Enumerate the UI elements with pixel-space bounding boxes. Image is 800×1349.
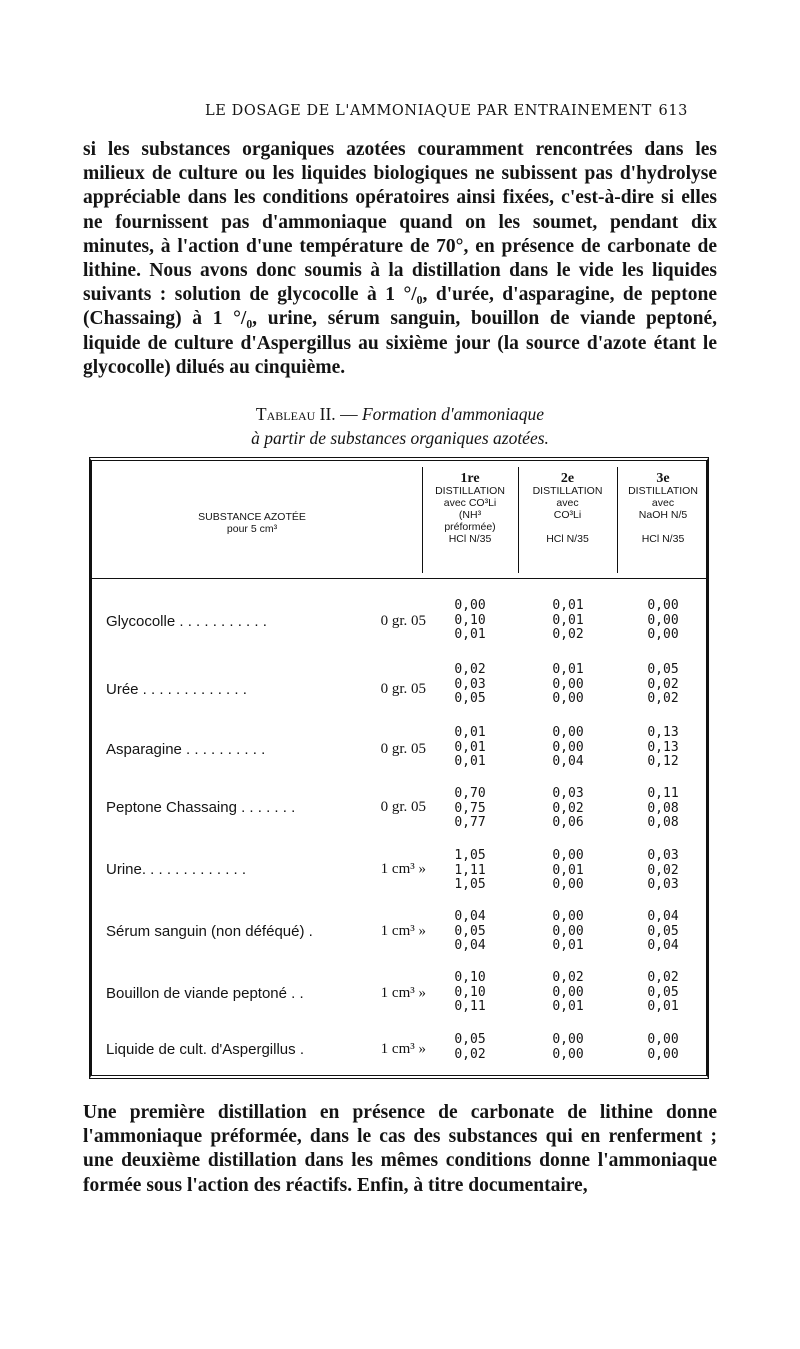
substance-quantity: 1 cm³ » bbox=[380, 861, 426, 877]
cell-value: 0,02 bbox=[647, 970, 679, 985]
substance-name: Liquide de cult. d'Aspergillus . bbox=[106, 1041, 304, 1058]
data-table bbox=[89, 457, 709, 1079]
substance-quantity: 1 cm³ » bbox=[380, 923, 426, 939]
cell-value: 0,08 bbox=[647, 800, 679, 816]
cell-value: 0,00 bbox=[647, 1046, 679, 1062]
cell-value: 0,04 bbox=[647, 938, 679, 954]
row-substance bbox=[106, 985, 426, 1002]
cell-value: 0,11 bbox=[647, 786, 679, 801]
header-spacer bbox=[617, 521, 709, 533]
substance-quantity: 0 gr. 05 bbox=[380, 613, 426, 629]
row-substance bbox=[106, 681, 426, 698]
table-caption bbox=[0, 402, 800, 450]
cell-value: 0,03 bbox=[454, 676, 486, 692]
header-line: HCl N/35 bbox=[448, 533, 492, 545]
header-line: (NH³ bbox=[458, 509, 482, 521]
cell-value: 0,10 bbox=[454, 612, 486, 628]
value-col3 bbox=[633, 849, 693, 893]
paragraph-top: si les substances organiques azotées couramment rencontrées dans les milieux de culture ou les liquides biologiques ne subissent pas d'hydrolyse appréciable dans les conditions opératoires ainsi fixées, c'est-à-dire si elles ne fournissent pas d'ammoniaque quand on les soumet, pendant dix minutes, à l'action d'une température de 70°, en présence de carbonate de lithine. Nous avons donc soumis à la distillation dans le vide les liquides suivants : solution de glycocolle à 1 °/₀, d'urée, d'asparagine, de peptone (Chassaing) à 1 °/₀, urine, sérum sanguin, bouillon de viande peptoné, liquide de culture d'Aspergillus au sixième jour (la source d'azote étant le glycocolle) dilués au cinquième. bbox=[83, 139, 717, 378]
cell-value: 0,02 bbox=[552, 627, 584, 643]
value-col1 bbox=[440, 599, 500, 643]
cell-value: 0,02 bbox=[647, 691, 679, 707]
header-line: avec bbox=[651, 497, 675, 509]
cell-value: 0,05 bbox=[454, 691, 486, 707]
cell-value: 0,00 bbox=[552, 1046, 584, 1062]
cell-value: 0,01 bbox=[552, 662, 584, 677]
cell-value: 0,12 bbox=[647, 754, 679, 770]
cell-value: 0,01 bbox=[552, 999, 584, 1015]
cell-value: 1,11 bbox=[454, 862, 486, 878]
cell-value: 0,00 bbox=[552, 909, 584, 924]
cell-value: 0,06 bbox=[552, 815, 584, 831]
cell-value: 1,05 bbox=[454, 877, 486, 893]
substance-name: Sérum sanguin (non déféqué) . bbox=[106, 923, 313, 940]
header-line: préformée) bbox=[444, 521, 496, 533]
substance-header-label: SUBSTANCE AZOTÉE bbox=[198, 511, 306, 523]
cell-value: 0,01 bbox=[454, 754, 486, 770]
cell-value: 0,02 bbox=[454, 1046, 486, 1062]
ordinal-label: 2e bbox=[560, 471, 575, 486]
cell-value: 0,03 bbox=[647, 877, 679, 893]
header-line: DISTILLATION bbox=[532, 485, 603, 497]
substance-name: Urine. . . . . . . . . . . . . bbox=[106, 861, 247, 878]
value-col3 bbox=[633, 910, 693, 954]
substance-name: Glycocolle . . . . . . . . . . . bbox=[106, 613, 267, 630]
value-col3 bbox=[633, 663, 693, 707]
cell-value: 0,04 bbox=[454, 909, 486, 924]
value-col1 bbox=[440, 663, 500, 707]
cell-value: 0,00 bbox=[552, 1032, 584, 1047]
cell-value: 0,05 bbox=[647, 662, 679, 677]
running-header bbox=[205, 103, 688, 125]
cell-value: 0,10 bbox=[454, 984, 486, 1000]
caption-line-1 bbox=[0, 402, 800, 426]
cell-value: 0,00 bbox=[647, 598, 679, 613]
cell-value: 0,00 bbox=[552, 739, 584, 755]
substance-quantity: 0 gr. 05 bbox=[380, 799, 426, 815]
value-col3 bbox=[633, 787, 693, 831]
substance-column-header bbox=[132, 511, 372, 535]
cell-value: 0,01 bbox=[454, 627, 486, 643]
cell-value: 0,03 bbox=[647, 848, 679, 863]
substance-name: Bouillon de viande peptoné . . bbox=[106, 985, 304, 1002]
header-rule bbox=[92, 578, 706, 579]
cell-value: 0,01 bbox=[552, 862, 584, 878]
row-substance bbox=[106, 741, 426, 758]
cell-value: 0,00 bbox=[552, 676, 584, 692]
header-line: CO³Li bbox=[553, 509, 582, 521]
cell-value: 0,13 bbox=[647, 739, 679, 755]
cell-value: 0,11 bbox=[454, 999, 486, 1015]
running-title: LE DOSAGE DE L'AMMONIAQUE PAR ENTRAINEMENT bbox=[205, 103, 652, 119]
cell-value: 0,05 bbox=[647, 984, 679, 1000]
value-col1 bbox=[440, 726, 500, 770]
paragraph-bottom: Une première distillation en présence de carbonate de lithine donne l'ammoniaque préformée, dans le cas des substances qui en renferment ; une deuxième distillation dans les mêmes conditions donne l'ammoniaque formée sous l'action des réactifs. Enfin, à titre documentaire, bbox=[83, 1102, 717, 1196]
cell-value: 0,01 bbox=[454, 725, 486, 740]
cell-value: 0,05 bbox=[454, 923, 486, 939]
value-col3 bbox=[633, 726, 693, 770]
cell-value: 0,10 bbox=[454, 970, 486, 985]
value-col3 bbox=[633, 971, 693, 1015]
header-line: avec bbox=[556, 497, 579, 509]
cell-value: 0,01 bbox=[552, 598, 584, 613]
header-line: avec CO³Li bbox=[443, 497, 497, 509]
value-col2 bbox=[538, 1033, 598, 1062]
row-substance bbox=[106, 1041, 426, 1058]
substance-quantity: 0 gr. 05 bbox=[380, 681, 426, 697]
cell-value: 0,01 bbox=[647, 999, 679, 1015]
substance-name: Peptone Chassaing . . . . . . . bbox=[106, 799, 296, 816]
ordinal-label: 3e bbox=[656, 471, 670, 486]
header-line: NaOH N/5 bbox=[638, 509, 688, 521]
cell-value: 0,01 bbox=[552, 938, 584, 954]
row-substance bbox=[106, 861, 426, 878]
value-col1 bbox=[440, 787, 500, 831]
value-col2 bbox=[538, 726, 598, 770]
cell-value: 0,02 bbox=[552, 970, 584, 985]
caption-title: Formation d'ammoniaque bbox=[361, 404, 545, 424]
cell-value: 0,04 bbox=[647, 909, 679, 924]
value-col2 bbox=[538, 663, 598, 707]
cell-value: 0,04 bbox=[454, 938, 486, 954]
cell-value: 0,13 bbox=[647, 725, 679, 740]
distillation-2-header bbox=[518, 473, 617, 545]
value-col3 bbox=[633, 599, 693, 643]
value-col2 bbox=[538, 599, 598, 643]
cell-value: 0,00 bbox=[552, 923, 584, 939]
caption-line-2: à partir de substances organiques azotées. bbox=[251, 428, 549, 448]
row-substance bbox=[106, 923, 426, 940]
value-col1 bbox=[440, 971, 500, 1015]
caption-label: Tableau II. bbox=[255, 404, 336, 424]
header-line: HCl N/35 bbox=[641, 533, 685, 545]
value-col2 bbox=[538, 787, 598, 831]
cell-value: 0,75 bbox=[454, 800, 486, 816]
value-col2 bbox=[538, 849, 598, 893]
row-substance bbox=[106, 613, 426, 630]
value-col1 bbox=[440, 910, 500, 954]
cell-value: 1,05 bbox=[454, 848, 486, 863]
header-spacer bbox=[518, 521, 617, 533]
cell-value: 0,04 bbox=[552, 754, 584, 770]
cell-value: 0,02 bbox=[647, 676, 679, 692]
cell-value: 0,00 bbox=[552, 984, 584, 1000]
caption-dash: — bbox=[340, 404, 358, 424]
cell-value: 0,00 bbox=[552, 691, 584, 707]
cell-value: 0,02 bbox=[647, 862, 679, 878]
cell-value: 0,00 bbox=[552, 877, 584, 893]
distillation-3-header bbox=[617, 473, 709, 545]
value-col1 bbox=[440, 1033, 500, 1062]
header-line: HCl N/35 bbox=[546, 533, 589, 545]
distillation-1-header bbox=[422, 473, 518, 545]
cell-value: 0,00 bbox=[552, 725, 584, 740]
cell-value: 0,00 bbox=[552, 848, 584, 863]
header-line: DISTILLATION bbox=[435, 485, 505, 497]
cell-value: 0,05 bbox=[454, 1032, 486, 1047]
cell-value: 0,00 bbox=[647, 612, 679, 628]
cell-value: 0,00 bbox=[647, 627, 679, 643]
row-substance bbox=[106, 799, 426, 816]
substance-quantity: 1 cm³ » bbox=[380, 1041, 426, 1057]
cell-value: 0,02 bbox=[552, 800, 584, 816]
cell-value: 0,08 bbox=[647, 815, 679, 831]
header-line: DISTILLATION bbox=[628, 485, 698, 497]
value-col2 bbox=[538, 910, 598, 954]
substance-quantity: 0 gr. 05 bbox=[380, 741, 426, 757]
cell-value: 0,02 bbox=[454, 662, 486, 677]
cell-value: 0,70 bbox=[454, 786, 486, 801]
page-number: 613 bbox=[658, 103, 688, 119]
cell-value: 0,03 bbox=[552, 786, 584, 801]
substance-name: Urée . . . . . . . . . . . . . bbox=[106, 681, 247, 698]
cell-value: 0,00 bbox=[454, 598, 486, 613]
cell-value: 0,01 bbox=[552, 612, 584, 628]
substance-name: Asparagine . . . . . . . . . . bbox=[106, 741, 266, 758]
value-col1 bbox=[440, 849, 500, 893]
value-col2 bbox=[538, 971, 598, 1015]
ordinal-label: 1re bbox=[460, 471, 480, 486]
substance-header-unit: pour 5 cm³ bbox=[226, 523, 278, 535]
cell-value: 0,05 bbox=[647, 923, 679, 939]
substance-quantity: 1 cm³ » bbox=[380, 985, 426, 1001]
value-col3 bbox=[633, 1033, 693, 1062]
cell-value: 0,01 bbox=[454, 739, 486, 755]
cell-value: 0,77 bbox=[454, 815, 486, 831]
cell-value: 0,00 bbox=[647, 1032, 679, 1047]
